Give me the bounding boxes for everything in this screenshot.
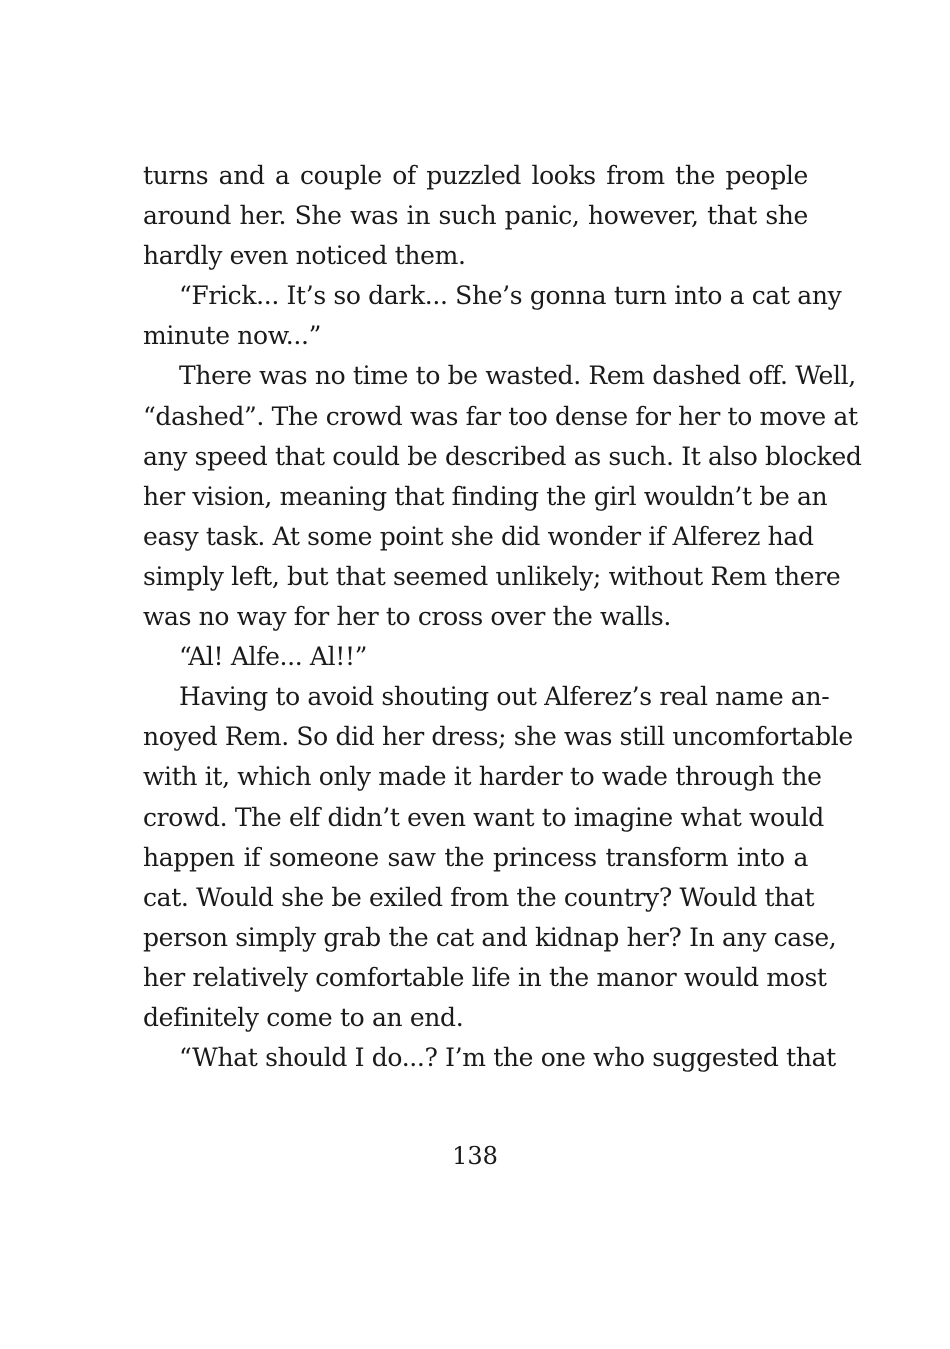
text-line: around her. She was in such panic, however, that she — [143, 201, 808, 231]
text-line: Having to avoid shouting out Alferez’s real name an- — [179, 682, 830, 712]
text-line: with it, which only made it harder to wade through the — [143, 762, 822, 792]
text-line: happen if someone saw the princess transform into a — [143, 842, 808, 872]
body-text — [143, 156, 862, 1078]
text-line: “dashed”. The crowd was far too dense for her to move at — [143, 401, 858, 431]
text-line: simply left, but that seemed unlikely; without Rem there — [143, 561, 841, 591]
text-line: cat. Would she be exiled from the country? Would that — [143, 882, 815, 912]
text-line: any speed that could be described as such. It also blocked — [143, 441, 862, 471]
text-line: her vision, meaning that finding the girl wouldn’t be an — [143, 481, 828, 511]
text-line: person simply grab the cat and kidnap her? In any case, — [143, 922, 837, 952]
page-number: 138 — [452, 1142, 498, 1170]
text-line: was no way for her to cross over the walls. — [143, 602, 671, 632]
text-line: crowd. The elf didn’t even want to imagine what would — [143, 802, 824, 832]
text-line: hardly even noticed them. — [143, 241, 466, 271]
text-line: There was no time to be wasted. Rem dashed off. Well, — [179, 361, 856, 391]
text-line: easy task. At some point she did wonder if Alferez had — [143, 521, 814, 551]
text-line: minute now...” — [143, 321, 321, 351]
text-line: “What should I do...? I’m the one who suggested that — [179, 1043, 836, 1073]
text-line: her relatively comfortable life in the manor would most — [143, 962, 827, 992]
text-line: definitely come to an end. — [143, 1002, 464, 1032]
text-line: noyed Rem. So did her dress; she was still uncomfortable — [143, 722, 853, 752]
text-line: “Frick... It’s so dark... She’s gonna turn into a cat any — [179, 281, 842, 311]
text-line: “Al! Alfe... Al!!” — [179, 642, 368, 672]
text-line: turns and a couple of puzzled looks from the people — [143, 161, 808, 190]
